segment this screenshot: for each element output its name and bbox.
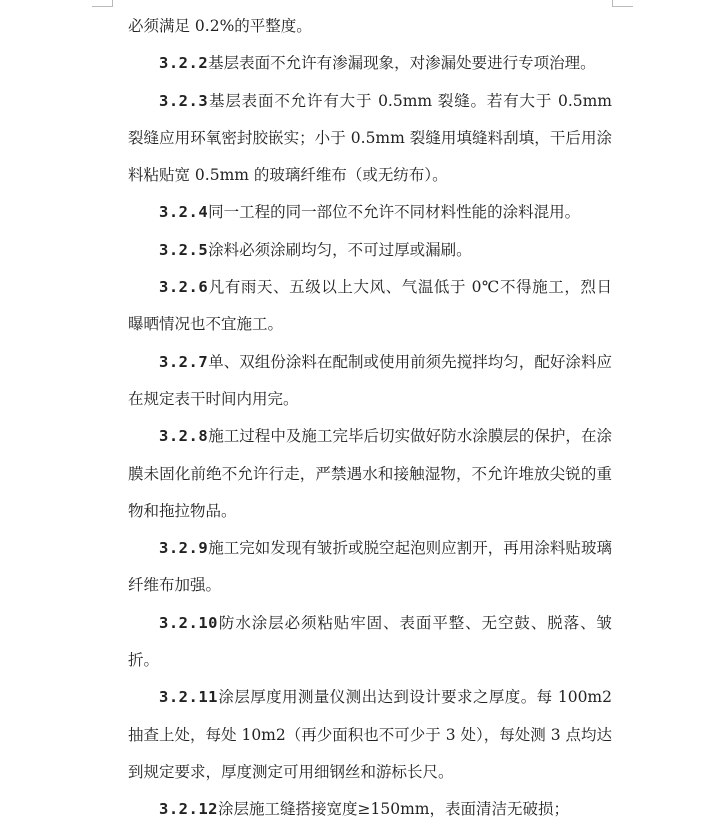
clause-number: 3.2.6 [159, 278, 209, 297]
paragraph-text: 涂层厚度用测量仪测出达到设计要求之厚度。每 100m2 抽查上处，每处 10m2（再少面积也不可少于 3 处），每处测 3 点均达到规定要求，厚度测定可用细钢丝和游标长尺。 [128, 688, 612, 781]
page-margin-corner-left [92, 0, 113, 7]
paragraph-text: 涂层施工缝搭接宽度≥150mm，表面清洁无破损； [218, 800, 569, 819]
clause-number: 3.2.11 [159, 688, 218, 707]
clause-number: 3.2.8 [159, 427, 209, 446]
clause-number: 3.2.3 [159, 91, 209, 110]
paragraph-text: 施工完如发现有皱折或脱空起泡则应割开，再用涂料贴玻璃纤维布加强。 [128, 539, 612, 595]
paragraph-text: 防水涂层必须粘贴牢固、表面平整、无空鼓、脱落、皱折。 [128, 613, 612, 670]
paragraph-text: 单、双组份涂料在配制或使用前须先搅拌均匀，配好涂料应在规定表干时间内用完。 [128, 352, 612, 408]
paragraph [128, 791, 612, 828]
paragraph [128, 344, 612, 419]
paragraph-text: 同一工程的同一部位不允许不同材料性能的涂料混用。 [208, 203, 581, 222]
paragraph [128, 605, 612, 680]
clause-number: 3.2.10 [159, 613, 218, 632]
paragraph-text: 基层表面不允许有渗漏现象，对渗漏处要进行专项治理。 [208, 54, 596, 73]
paragraph [128, 418, 612, 530]
clause-number: 3.2.12 [159, 800, 218, 819]
paragraph-text: 凡有雨天、五级以上大风、气温低于 0℃不得施工，烈日曝晒情况也不宜施工。 [128, 278, 612, 334]
paragraph [128, 194, 612, 231]
paragraph-text: 必须满足 0.2%的平整度。 [128, 17, 312, 35]
page-margin-corner-right [612, 0, 633, 7]
clause-number: 3.2.5 [159, 240, 209, 259]
paragraph [128, 269, 612, 344]
paragraph [128, 83, 612, 195]
paragraph-text: 涂料必须涂刷均匀，不可过厚或漏刷。 [208, 240, 472, 259]
clause-number: 3.2.4 [159, 203, 209, 222]
paragraph [128, 679, 612, 791]
document-body [128, 8, 612, 829]
paragraph-text: 基层表面不允许有大于 0.5mm 裂缝。若有大于 0.5mm 裂缝应用环氧密封胶嵌实；小于 0.5mm 裂缝用填缝料刮填，干后用涂料粘贴宽 0.5mm 的玻璃纤维布（或无纺布）。 [128, 91, 612, 185]
paragraph [128, 45, 612, 82]
paragraph [128, 232, 612, 269]
paragraph [128, 8, 612, 45]
clause-number: 3.2.9 [159, 539, 209, 558]
clause-number: 3.2.7 [159, 352, 209, 371]
paragraph-text: 施工过程中及施工完毕后切实做好防水涂膜层的保护，在涂膜未固化前绝不允许行走，严禁遇水和接触湿物，不允许堆放尖锐的重物和拖拉物品。 [128, 427, 612, 520]
paragraph [128, 530, 612, 605]
clause-number: 3.2.2 [159, 54, 209, 73]
